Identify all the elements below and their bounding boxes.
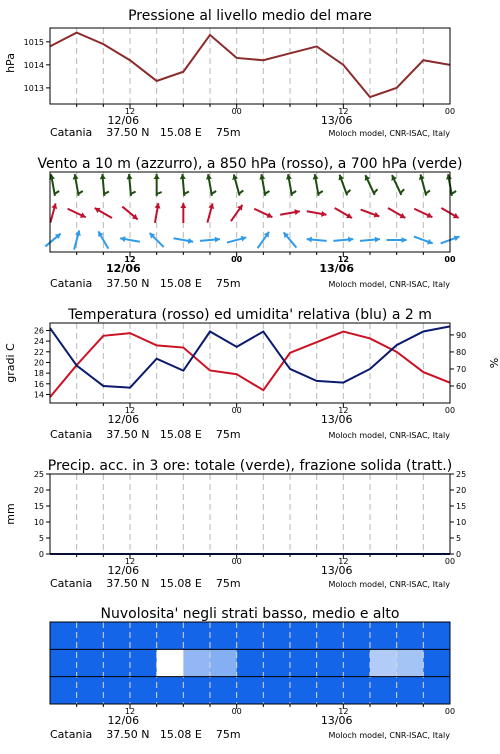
cloud-cell-basso	[370, 677, 397, 705]
wind-10m-arrow-group	[45, 234, 60, 247]
precip-x-tick-label: 12	[124, 557, 136, 566]
cloud-x-tick-label: 00	[231, 707, 242, 716]
precip-y-tick-label: 5	[38, 534, 44, 543]
cloud-cell-basso	[397, 677, 424, 705]
cloud-cell-basso	[290, 677, 317, 705]
precip-y-tick-label-right: 25	[456, 470, 467, 479]
temperature-y-tick-label: 24	[33, 337, 44, 347]
cloud-cell-basso	[317, 677, 344, 705]
precip-y-tick-label-right: 15	[456, 502, 467, 511]
pressure-date-label: 12/06	[107, 114, 140, 127]
humidity-ylabel: %	[487, 357, 500, 369]
wind-700hpa-barb-feather	[55, 191, 60, 194]
wind-date-label: 12/06	[106, 262, 141, 275]
temperature-x-tick-label: 00	[231, 406, 242, 415]
cloud-cell-alto	[157, 622, 184, 650]
pressure-plot-frame	[50, 28, 450, 104]
temperature-y-tick-label: 22	[33, 347, 44, 357]
cloud-cell-alto	[77, 622, 104, 650]
cloud-cell-medio	[130, 649, 157, 677]
wind-700hpa-barb-head	[100, 174, 106, 179]
wind-date-label: 13/06	[319, 262, 354, 275]
precip-y-tick-label-right: 5	[456, 534, 462, 543]
cloud-cell-alto	[290, 622, 317, 650]
cloud-cell-medio	[210, 649, 237, 677]
wind-700hpa-barb-head	[180, 174, 186, 179]
cloud-cell-medio	[103, 649, 130, 677]
temperature-y-tick-label: 16	[33, 379, 44, 389]
cloud-cell-alto	[423, 622, 450, 650]
cloud-cell-basso	[423, 677, 450, 705]
cloud-cell-alto	[397, 622, 424, 650]
precip-x-tick-label: 00	[231, 557, 242, 566]
precip-y-tick-label: 0	[38, 550, 44, 559]
precip-plot-frame	[50, 474, 450, 554]
wind-700hpa-barb-group	[365, 175, 378, 195]
wind-700hpa-barb-group	[154, 174, 162, 196]
pressure-date-label: 13/06	[320, 114, 353, 127]
wind-700hpa-barb-group	[49, 174, 59, 196]
pressure-x-tick-label: 12	[338, 107, 349, 116]
wind-700hpa-barb-group	[391, 175, 404, 195]
wind-700hpa-barb-feather	[426, 190, 430, 193]
temperature-y-tick-label-right: 70	[456, 364, 467, 374]
wind-footer-location: Catania 37.50 N 15.08 E 75m	[50, 277, 241, 290]
wind-700hpa-barb-feather	[346, 190, 350, 194]
cloud-cell-basso	[237, 677, 264, 705]
precip-date-label: 12/06	[107, 564, 140, 577]
precip-ylabel: mm	[4, 503, 17, 525]
precip-footer-location: Catania 37.50 N 15.08 E 75m	[50, 577, 241, 590]
cloud-cell-alto	[317, 622, 344, 650]
cloud-cell-basso	[210, 677, 237, 705]
pressure-x-tick-label: 00	[444, 107, 456, 116]
wind-700hpa-barb-group	[313, 174, 323, 196]
cloud-cell-medio	[263, 649, 290, 677]
pressure-y-tick-label: 1013	[23, 83, 44, 93]
cloud-cell-medio	[317, 649, 344, 677]
wind-700hpa-barb-feather	[400, 189, 404, 193]
cloud-cell-alto	[370, 622, 397, 650]
wind-700hpa-barb-head	[154, 174, 160, 179]
temperature-footer-model: Moloch model, CNR-ISAC, Italy	[328, 431, 450, 440]
cloud-date-label: 13/06	[320, 714, 353, 727]
precip-date-label: 13/06	[320, 564, 353, 577]
cloud-cell-medio	[423, 649, 450, 677]
wind-700hpa-barb-feather	[265, 191, 270, 194]
temperature-y-tick-label-right: 80	[456, 347, 467, 357]
cloud-cell-medio	[290, 649, 317, 677]
wind-700hpa-barb-feather	[292, 191, 297, 194]
wind-850hpa-arrow-group	[180, 203, 186, 223]
cloud-cell-medio	[50, 649, 77, 677]
cloud-cell-alto	[103, 622, 130, 650]
temperature-x-tick-label: 12	[124, 406, 136, 415]
cloud-cell-medio	[77, 649, 104, 677]
cloud-footer-model: Moloch model, CNR-ISAC, Italy	[328, 731, 450, 740]
wind-700hpa-barb-feather	[374, 189, 378, 193]
temperature-y-tick-label: 26	[33, 326, 44, 336]
wind-700hpa-barb-feather	[452, 191, 457, 194]
precip-x-tick-label: 00	[444, 557, 456, 566]
cloud-x-tick-label: 12	[124, 707, 136, 716]
wind-700hpa-barb-group	[180, 174, 189, 196]
cloud-cell-medio	[370, 649, 397, 677]
temperature-y-tick-label: 20	[33, 358, 44, 368]
precip-y-tick-label: 10	[33, 518, 44, 527]
precip-y-tick-label-right: 10	[456, 518, 467, 527]
pressure-x-tick-label: 00	[231, 107, 242, 116]
wind-850hpa-arrow-group	[155, 203, 161, 223]
cloud-cell-medio	[343, 649, 370, 677]
cloud-date-label: 12/06	[107, 714, 140, 727]
cloud-cell-alto	[183, 622, 210, 650]
wind-700hpa-barb-group	[100, 174, 109, 196]
wind-700hpa-barb-feather	[78, 191, 83, 194]
pressure-y-tick-label: 1014	[23, 60, 44, 70]
precip-footer-model: Moloch model, CNR-ISAC, Italy	[328, 580, 450, 589]
wind-700hpa-barb-feather	[212, 191, 217, 194]
pressure-series-line	[50, 33, 450, 97]
temperature-ylabel: gradi C	[4, 343, 17, 383]
wind-850hpa-arrow-group	[50, 203, 57, 222]
wind-700hpa-barb-feather	[318, 191, 323, 194]
cloud-cell-basso	[77, 677, 104, 705]
temperature-x-tick-label: 00	[444, 406, 456, 415]
wind-10m-arrow-head	[348, 237, 353, 243]
cloud-cell-basso	[343, 677, 370, 705]
cloud-cell-basso	[157, 677, 184, 705]
cloud-cell-medio	[157, 649, 184, 677]
precip-y-tick-label-right: 0	[456, 550, 462, 559]
wind-700hpa-barb-group	[259, 174, 269, 196]
precip-x-tick-label: 12	[338, 557, 349, 566]
temperature-y-tick-label-right: 90	[456, 330, 467, 340]
cloud-cell-alto	[263, 622, 290, 650]
pressure-chart-title: Pressione al livello medio del mare	[128, 8, 372, 24]
temperature-y-tick-label: 14	[33, 390, 44, 400]
temperature-chart-title: Temperatura (rosso) ed umidita' relativa (blu) a 2 m	[68, 307, 432, 323]
wind-x-tick-label: 00	[444, 255, 456, 264]
pressure-y-tick-label: 1015	[23, 37, 44, 47]
wind-700hpa-barb-head	[126, 174, 132, 179]
cloud-cell-alto	[343, 622, 370, 650]
wind-10m-arrow-group	[74, 230, 81, 249]
precip-y-tick-label: 15	[33, 502, 44, 511]
wind-x-tick-label: 12	[337, 255, 349, 264]
wind-700hpa-barb-group	[338, 175, 350, 196]
cloud-cell-alto	[130, 622, 157, 650]
temperature-y-tick-label: 18	[33, 369, 44, 379]
cloud-cell-basso	[183, 677, 210, 705]
cloud-x-tick-label: 00	[444, 707, 456, 716]
wind-chart-title: Vento a 10 m (azzurro), a 850 hPa (rosso), a 700 hPa (verde)	[37, 156, 463, 172]
cloud-cell-medio	[183, 649, 210, 677]
wind-10m-arrow-head	[375, 237, 380, 243]
wind-x-tick-label: 00	[231, 255, 243, 264]
cloud-cell-basso	[130, 677, 157, 705]
cloud-cell-medio	[397, 649, 424, 677]
wind-x-tick-label: 12	[124, 255, 136, 264]
cloud-cell-basso	[263, 677, 290, 705]
temperature-date-label: 13/06	[320, 413, 353, 426]
wind-700hpa-barb-group	[446, 174, 456, 196]
cloud-cell-medio	[237, 649, 264, 677]
wind-700hpa-barb-group	[206, 174, 216, 196]
cloud-cell-basso	[103, 677, 130, 705]
pressure-x-tick-label: 12	[124, 107, 136, 116]
cloud-chart-title: Nuvolosita' negli strati basso, medio e alto	[100, 606, 400, 622]
pressure-footer-location: Catania 37.50 N 15.08 E 75m	[50, 126, 241, 139]
wind-700hpa-barb-group	[286, 174, 296, 196]
cloud-cell-alto	[237, 622, 264, 650]
cloud-cell-basso	[50, 677, 77, 705]
cloud-footer-location: Catania 37.50 N 15.08 E 75m	[50, 728, 241, 741]
wind-850hpa-arrow-group	[207, 203, 214, 222]
wind-850hpa-arrow-head	[180, 203, 186, 208]
wind-10m-arrow-head	[307, 237, 312, 243]
wind-700hpa-barb-feather	[239, 190, 243, 193]
wind-10m-arrow-head	[215, 237, 220, 243]
wind-700hpa-barb-group	[232, 174, 243, 195]
wind-700hpa-barb-group	[419, 174, 430, 195]
cloud-cell-alto	[210, 622, 237, 650]
temperature-x-tick-label: 12	[338, 406, 349, 415]
wind-10m-arrow-head	[402, 237, 407, 243]
precip-y-tick-label: 25	[33, 470, 44, 479]
pressure-ylabel: hPa	[4, 53, 17, 73]
wind-footer-model: Moloch model, CNR-ISAC, Italy	[328, 280, 450, 289]
cloud-cell-alto	[50, 622, 77, 650]
wind-700hpa-barb-group	[73, 174, 83, 196]
precip-y-tick-label-right: 20	[456, 486, 467, 495]
precip-chart-title: Precip. acc. in 3 ore: totale (verde), frazione solida (tratt.)	[47, 458, 453, 474]
temperature-date-label: 12/06	[107, 413, 140, 426]
wind-700hpa-barb-group	[126, 174, 135, 196]
temperature-footer-location: Catania 37.50 N 15.08 E 75m	[50, 428, 241, 441]
cloud-x-tick-label: 12	[338, 707, 349, 716]
temperature-y-tick-label-right: 60	[456, 381, 467, 391]
pressure-footer-model: Moloch model, CNR-ISAC, Italy	[328, 129, 450, 138]
precip-y-tick-label: 20	[33, 486, 44, 495]
